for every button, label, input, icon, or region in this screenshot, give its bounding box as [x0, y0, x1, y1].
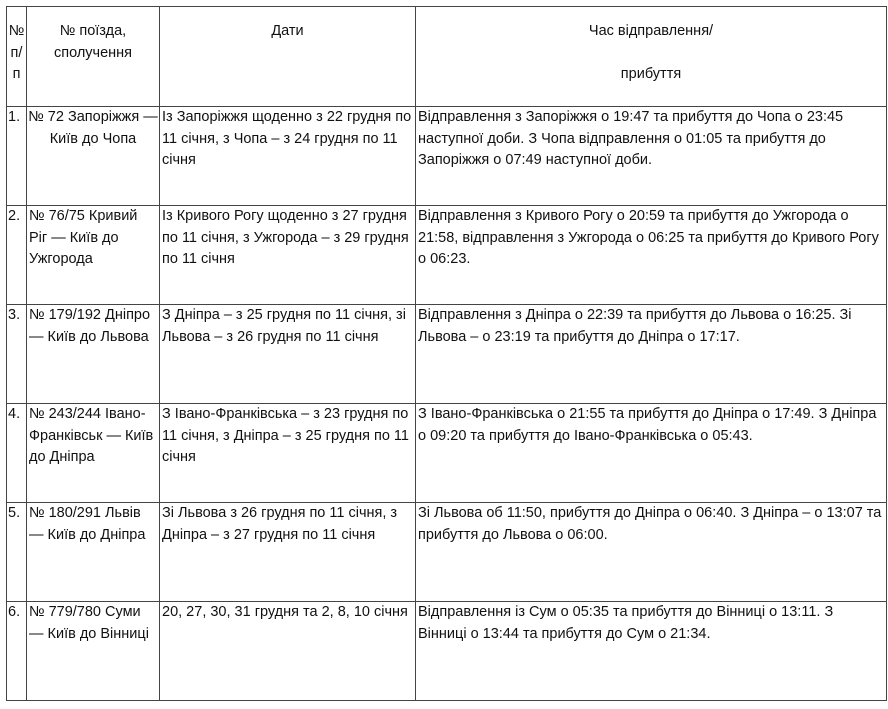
- train-cell: [27, 602, 160, 701]
- train-name: № 76/75 Кривий Ріг — Київ до Ужгорода: [29, 208, 138, 267]
- time-cell: [416, 305, 887, 404]
- train-name: № 180/291 Львів — Київ до Дніпра: [29, 505, 146, 543]
- header-number-line-3: п: [12, 66, 21, 82]
- header-number-line-2: п/: [10, 44, 23, 61]
- time-text: З Івано-Франківська о 21:55 та прибуття до Дніпра о 17:49. З Дніпра о 09:20 та прибуття до Івано-Франківська о 05:43.: [418, 406, 877, 444]
- row-number-cell: [7, 503, 27, 602]
- dates-cell: [160, 107, 416, 206]
- table-row: [7, 602, 887, 701]
- dates-cell: [160, 206, 416, 305]
- row-number-cell: [7, 305, 27, 404]
- dates-text: Із Запоріжжя щоденно з 22 грудня по 11 січня, з Чопа – з 24 грудня по 11 січня: [162, 109, 412, 168]
- dates-text: З Дніпра – з 25 грудня по 11 січня, зі Львова – з 26 грудня по 11 січня: [162, 307, 406, 345]
- table-row: [7, 305, 887, 404]
- train-cell: [27, 305, 160, 404]
- header-time-line-1: Час відправлення/: [588, 23, 714, 39]
- header-time-line-2: прибуття: [620, 65, 682, 82]
- time-text: Зі Львова об 11:50, прибуття до Дніпра о 06:40. З Дніпра – о 13:07 та прибуття до Львова о 06:00.: [418, 505, 882, 543]
- time-text: Відправлення з Запоріжжя о 19:47 та прибуття до Чопа о 23:45 наступної доби. З Чопа відправлення о 01:05 та прибуття до Запоріжжя о 07:49 наступної доби.: [418, 109, 844, 168]
- header-dates: [160, 7, 416, 107]
- header-train: [27, 7, 160, 107]
- dates-text: 20, 27, 30, 31 грудня та 2, 8, 10 січня: [162, 604, 408, 620]
- time-cell: [416, 503, 887, 602]
- time-cell: [416, 602, 887, 701]
- row-number-cell: [7, 404, 27, 503]
- dates-text: Із Кривого Рогу щоденно з 27 грудня по 11 січня, з Ужгорода – з 29 грудня по 11 січня: [162, 208, 409, 267]
- time-cell: [416, 107, 887, 206]
- train-name: № 243/244 Івано-Франківськ — Київ до Дніпра: [29, 406, 154, 465]
- train-schedule-table: [6, 6, 887, 701]
- header-time: [416, 7, 887, 107]
- train-name: № 779/780 Суми — Київ до Вінниці: [29, 604, 149, 642]
- train-cell: [27, 503, 160, 602]
- row-number: 1.: [8, 109, 21, 125]
- header-number: [7, 7, 27, 107]
- train-cell: [27, 404, 160, 503]
- row-number: 2.: [8, 208, 21, 224]
- time-cell: [416, 404, 887, 503]
- header-train-line-2: сполучення: [53, 44, 133, 61]
- time-cell: [416, 206, 887, 305]
- dates-cell: [160, 404, 416, 503]
- dates-cell: [160, 503, 416, 602]
- train-cell: [27, 107, 160, 206]
- train-cell: [27, 206, 160, 305]
- table-row: [7, 206, 887, 305]
- header-train-line-1: № поїзда,: [59, 23, 127, 39]
- table-row: [7, 107, 887, 206]
- row-number-cell: [7, 206, 27, 305]
- dates-text: Зі Львова з 26 грудня по 11 січня, з Дніпра – з 27 грудня по 11 січня: [162, 505, 398, 543]
- train-name: № 179/192 Дніпро — Київ до Львова: [29, 307, 151, 345]
- row-number-cell: [7, 107, 27, 206]
- train-name: № 72 Запоріжжя — Київ до Чопа: [28, 109, 158, 147]
- dates-cell: [160, 602, 416, 701]
- time-text: Відправлення з Дніпра о 22:39 та прибуття до Львова о 16:25. Зі Львова – о 23:19 та прибуття до Дніпра о 17:17.: [418, 307, 852, 345]
- dates-cell: [160, 305, 416, 404]
- header-number-line-1: №: [8, 23, 25, 39]
- row-number-cell: [7, 602, 27, 701]
- time-text: Відправлення з Кривого Рогу о 20:59 та прибуття до Ужгорода о 21:58, відправлення з Ужгорода о 06:25 та прибуття до Кривого Рогу о 06:23.: [418, 208, 879, 267]
- row-number: 5.: [8, 505, 21, 521]
- row-number: 4.: [8, 406, 21, 422]
- header-dates-label: Дати: [271, 23, 304, 39]
- row-number: 6.: [8, 604, 21, 620]
- header-row: [7, 7, 887, 107]
- dates-text: З Івано-Франківська – з 23 грудня по 11 січня, з Дніпра – з 25 грудня по 11 січня: [162, 406, 409, 465]
- table-row: [7, 404, 887, 503]
- table-row: [7, 503, 887, 602]
- time-text: Відправлення із Сум о 05:35 та прибуття до Вінниці о 13:11. З Вінниці о 13:44 та прибуття до Сум о 21:34.: [418, 604, 834, 642]
- row-number: 3.: [8, 307, 21, 323]
